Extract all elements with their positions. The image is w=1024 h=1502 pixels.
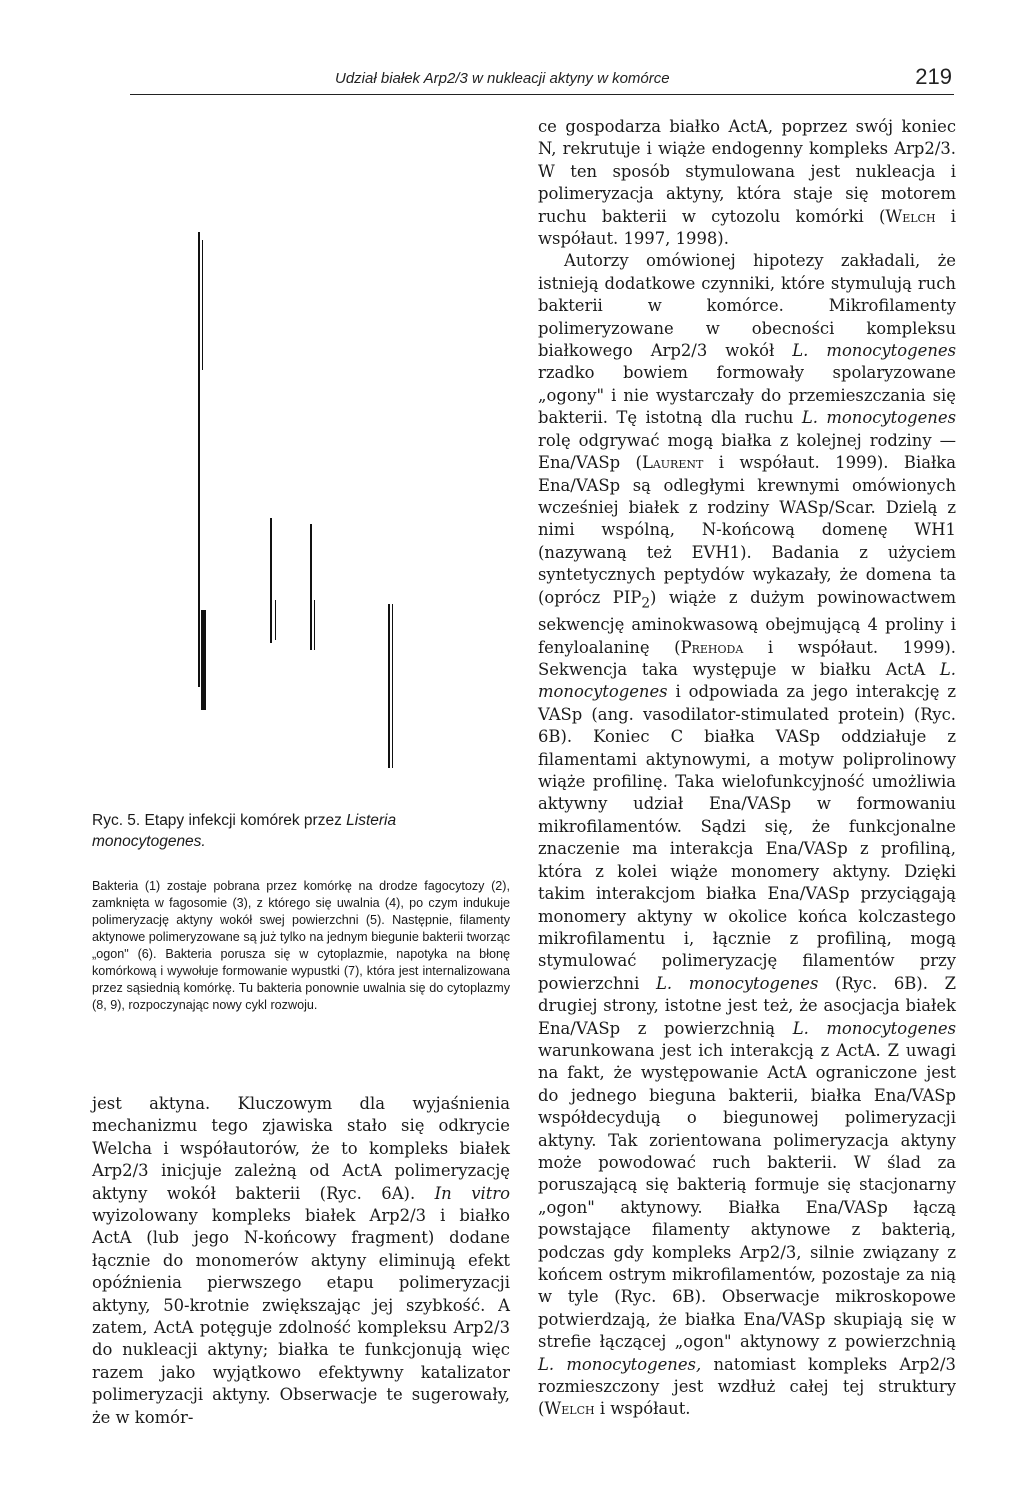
paragraph — [538, 116, 956, 250]
species-name: L. monocytogenes — [656, 973, 819, 993]
caption-title-text: Etapy infekcji komórek przez — [144, 812, 347, 829]
caption-title — [92, 810, 510, 852]
text-run: natomiast kompleks Arp2/3 rozmieszczony jest wzdłuż całej tej struktury ( — [538, 1354, 956, 1419]
figure-line — [275, 600, 276, 640]
text-run: rzadko bowiem formowały spolaryzowane „ogony" i nie wystarczały do przemieszczania się bakterii. Tę istotną dla ruchu — [538, 363, 956, 428]
figure-5-image — [130, 200, 520, 800]
species-name: L. monocytogenes — [801, 408, 956, 428]
species-name: L. monocytogenes — [792, 341, 956, 361]
caption-species: Listeria monocytogenes. — [92, 812, 397, 850]
figure-line — [310, 524, 312, 650]
text-run: rolę odgrywać mogą białka z kolejnej rodziny — Ena/VASp ( — [538, 430, 956, 473]
text-run: i współaut. 1999). Sekwencja taka występuje w białku ActA — [538, 637, 957, 680]
author-name: Welch — [544, 1399, 595, 1419]
figure-line — [392, 604, 393, 768]
running-title: Udział białek Arp2/3 w nukleacji aktyny w komórce — [335, 70, 670, 87]
text-run: (Ryc. 6B). Z drugiej strony, istotne jest też, że asocjacja białek Ena/VASp z powierzchnią — [538, 973, 956, 1038]
left-column-text — [92, 1093, 510, 1429]
figure-label: Ryc. 5. — [92, 812, 141, 829]
author-name: Prehoda — [680, 637, 744, 657]
author-name: Welch — [885, 206, 936, 226]
text-run: Autorzy omówionej hipotezy zakładali, że istnieją dodatkowe czynniki, które stymulują ruch bakterii w komórce. Mikrofilamenty polimeryzowane w obecności kompleksu białkowego Arp2/3 wokół — [538, 251, 956, 361]
text-run: ce gospodarza białko ActA, poprzez swój koniec N, rekrutuje i wiąże endogenny kompleks Arp2/3. W ten sposób stymulowana jest nukleacja i polimeryzacja aktyny, która staje się motorem ruchu bakterii w cytozolu komórki ( — [538, 117, 956, 226]
page-number: 219 — [915, 64, 952, 89]
latin-term: In vitro — [434, 1183, 510, 1203]
text-run: warunkowana jest ich interakcją z ActA. Z uwagi na fakt, że występowanie ActA ograniczone jest do jednego bieguna bakterii, białka Ena/VASp współdecydują o biegunowej polimeryzacji aktyny. Tak zorientowana polimeryzacja aktyny może powodować ruch bakterii. W ślad za poruszającą się bakterią formuje się stacjonarny „ogon" aktynowy. Białka Ena/VASp łączą powstające filamenty aktynowe z bakterią, podczas gdy kompleks Arp2/3, silnie związany z końcem ostrym mikrofilamentów, pozostaje za nią w tyle (Ryc. 6B). Obserwacje mikroskopowe potwierdzają, że białka Ena/VASp skupiają się w strefie łączącej „ogon" aktynowy z powierzchnią — [538, 1040, 956, 1352]
running-header — [130, 64, 954, 95]
figure-caption — [92, 810, 510, 1014]
paragraph — [92, 1093, 510, 1429]
figure-line — [314, 600, 315, 650]
species-name: L. monocytogenes, — [538, 1354, 702, 1374]
right-column — [538, 116, 956, 1421]
figure-line — [388, 604, 390, 768]
paragraph — [538, 250, 956, 1420]
text-run: i współaut. — [594, 1399, 691, 1419]
subscript: 2 — [641, 594, 651, 611]
text-run: i współaut. 1997, 1998). — [538, 206, 956, 249]
species-name: L. monocytogenes — [792, 1018, 956, 1038]
text-run: jest aktyna. Kluczowym dla wyjaśnienia mechanizmu tego zjawiska stało się odkrycie Welcha i współautorów, że to kompleks białek Arp2/3 inicjuje zależną od ActA polimeryzację aktyny wokół bakterii (Ryc. 6A). — [92, 1094, 510, 1203]
text-run: wyizolowany kompleks białek Arp2/3 i białko ActA (lub jego N-końcowy fragment) dodane łącznie do monomerów aktyny eliminują efekt opóźnienia pierwszego etapu polimeryzacji aktyny, 50-krotnie zwiększając jej szybkość. A zatem, ActA potęguje zdolność kompleksu Arp2/3 do nukleacji aktyny; białka te funkcjonują więc razem jako wyjątkowo efektywny katalizator polimeryzacji aktyny. Obserwacje te sugerowały, że w komór- — [92, 1206, 510, 1427]
text-run: i odpowiada za jego interakcję z VASp (ang. vasodilator-stimulated protein) (Ryc. 6B). Koniec C białka VASp oddziałuje z filamentami aktynowymi, a motyw poliprolinowy wiąże profilinę. Taka wielofunkcyjność umożliwia aktywny udział Ena/VASp w formowaniu mikrofilamentów. Sądzi się, że funkcjonalne znaczenie ma interakcja Ena/VASp z profiliną, która z kolei wiąże monomery aktyny. Dzięki takim interakcjom białka Ena/VASp przyciągają monomery aktyny w okolice końca kolczastego mikrofilamentu i, łącznie z profiliną, mogą stymulować polimeryzację filamentów przy powierzchni — [538, 682, 956, 993]
figure-line — [198, 232, 200, 687]
figure-line — [270, 518, 272, 643]
caption-body: Bakteria (1) zostaje pobrana przez komórkę na drodze fagocytozy (2), zamknięta w fagosomie (3), z którego się uwalnia (4), po czym indukuje polimeryzację aktyny wokół swej powierzchni (5). Następnie, filamenty aktynowe polimeryzowane są już tylko na jednym biegunie bakterii tworząc „ogon" (6). Bakteria porusza się w cytoplazmie, napotyka na błonę komórkową i wywołuje formowanie wypustki (7), która jest internalizowana przez sąsiednią komórkę. Tu bakteria ponownie uwalnia się do cytoplazmy (8, 9), rozpoczynając nowy cykl rozwoju. — [92, 879, 510, 1012]
text-run: ) wiąże z dużym powinowactwem sekwencję aminokwasową obejmującą 4 proliny i fenyloalaninę ( — [538, 587, 956, 657]
figure-line — [201, 610, 206, 710]
figure-line — [202, 240, 203, 370]
author-name: Laurent — [641, 453, 704, 473]
species-name: L. monocytogenes — [538, 660, 956, 702]
text-run: i współaut. 1999). Białka Ena/VASp są odległymi krewnymi omówionych wcześniej białek z rodziny WASp/Scar. Dzielą z nimi wspólną, N-końcową domenę WH1 (nazywaną też EVH1). Badania z użyciem syntetycznych peptydów wykazały, że domena ta (oprócz PIP — [538, 453, 957, 607]
